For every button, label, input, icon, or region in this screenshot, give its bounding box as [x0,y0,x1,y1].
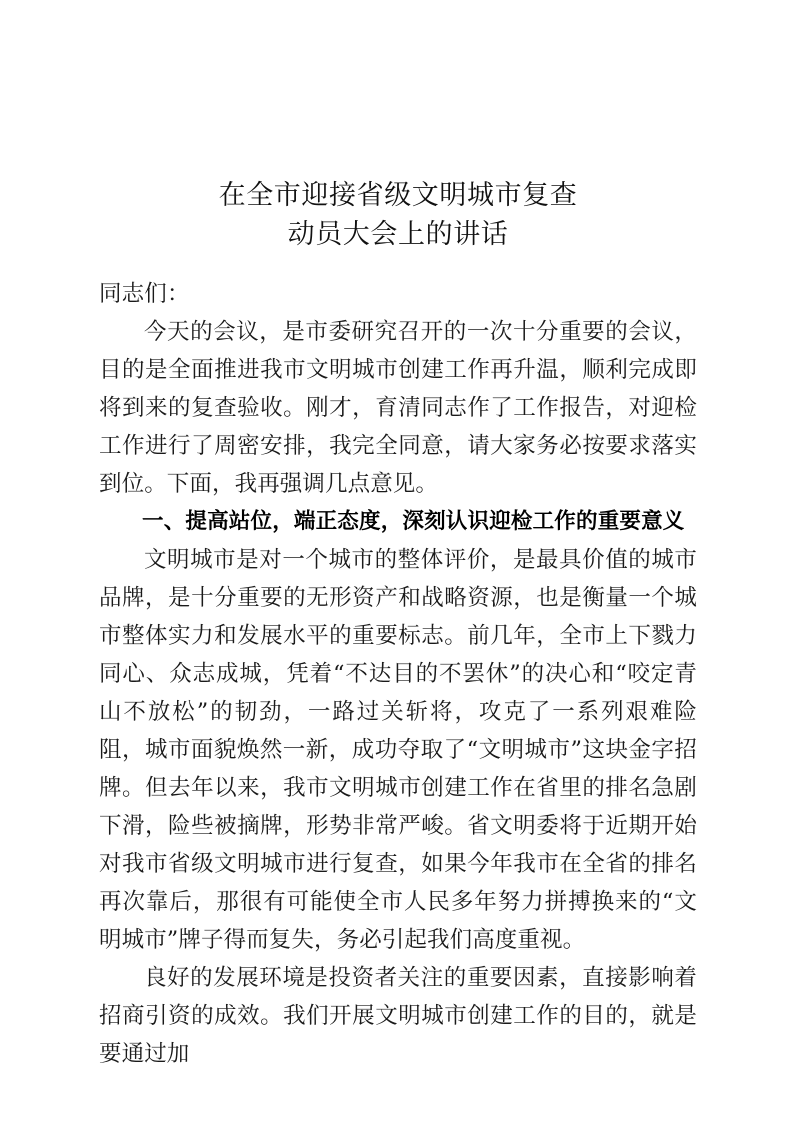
paragraph-opening: 今天的会议，是市委研究召开的一次十分重要的会议，目的是全面推进我市文明城市创建工作再升温，顺利完成即将到来的复查验收。刚才，育清同志作了工作报告，对迎检工作进行了周密安排，我完全同意，请大家务必按要求落实到位。下面，我再强调几点意见。 [99,319,697,497]
page-title [99,0,697,254]
section-heading-one: 一、提高站位，端正态度，深刻认识迎检工作的重要意义 [142,509,685,534]
salutation: 同志们： [99,281,190,307]
document-text-column [99,0,697,1073]
paragraph-development-environment: 良好的发展环境是投资者关注的重要因素，直接影响着招商引资的成效。我们开展文明城市创建工作的目的，就是要通过加 [99,965,697,1067]
page-title-line-2: 动员大会上的讲话 [287,219,509,250]
page-title-line-1: 在全市迎接省级文明城市复查 [218,180,578,211]
paragraph-civilized-city-value: 文明城市是对一个城市的整体评价，是最具价值的城市品牌，是十分重要的无形资产和战略资源，也是衡量一个城市整体实力和发展水平的重要标志。前几年，全市上下戮力同心、众志成城，凭着“不达目的不罢休”的决心和“咬定青山不放松”的韧劲，一路过关斩将，攻克了一系列艰难险阻，城市面貌焕然一新，成功夺取了“文明城市”这块金字招牌。但去年以来，我市文明城市创建工作在省里的排名急剧下滑，险些被摘牌，形势非常严峻。省文明委将于近期开始对我市省级文明城市进行复查，如果今年我市在全省的排名再次靠后，那很有可能使全市人民多年努力拼搏换来的“文明城市”牌子得而复失，务必引起我们高度重视。 [99,547,697,953]
